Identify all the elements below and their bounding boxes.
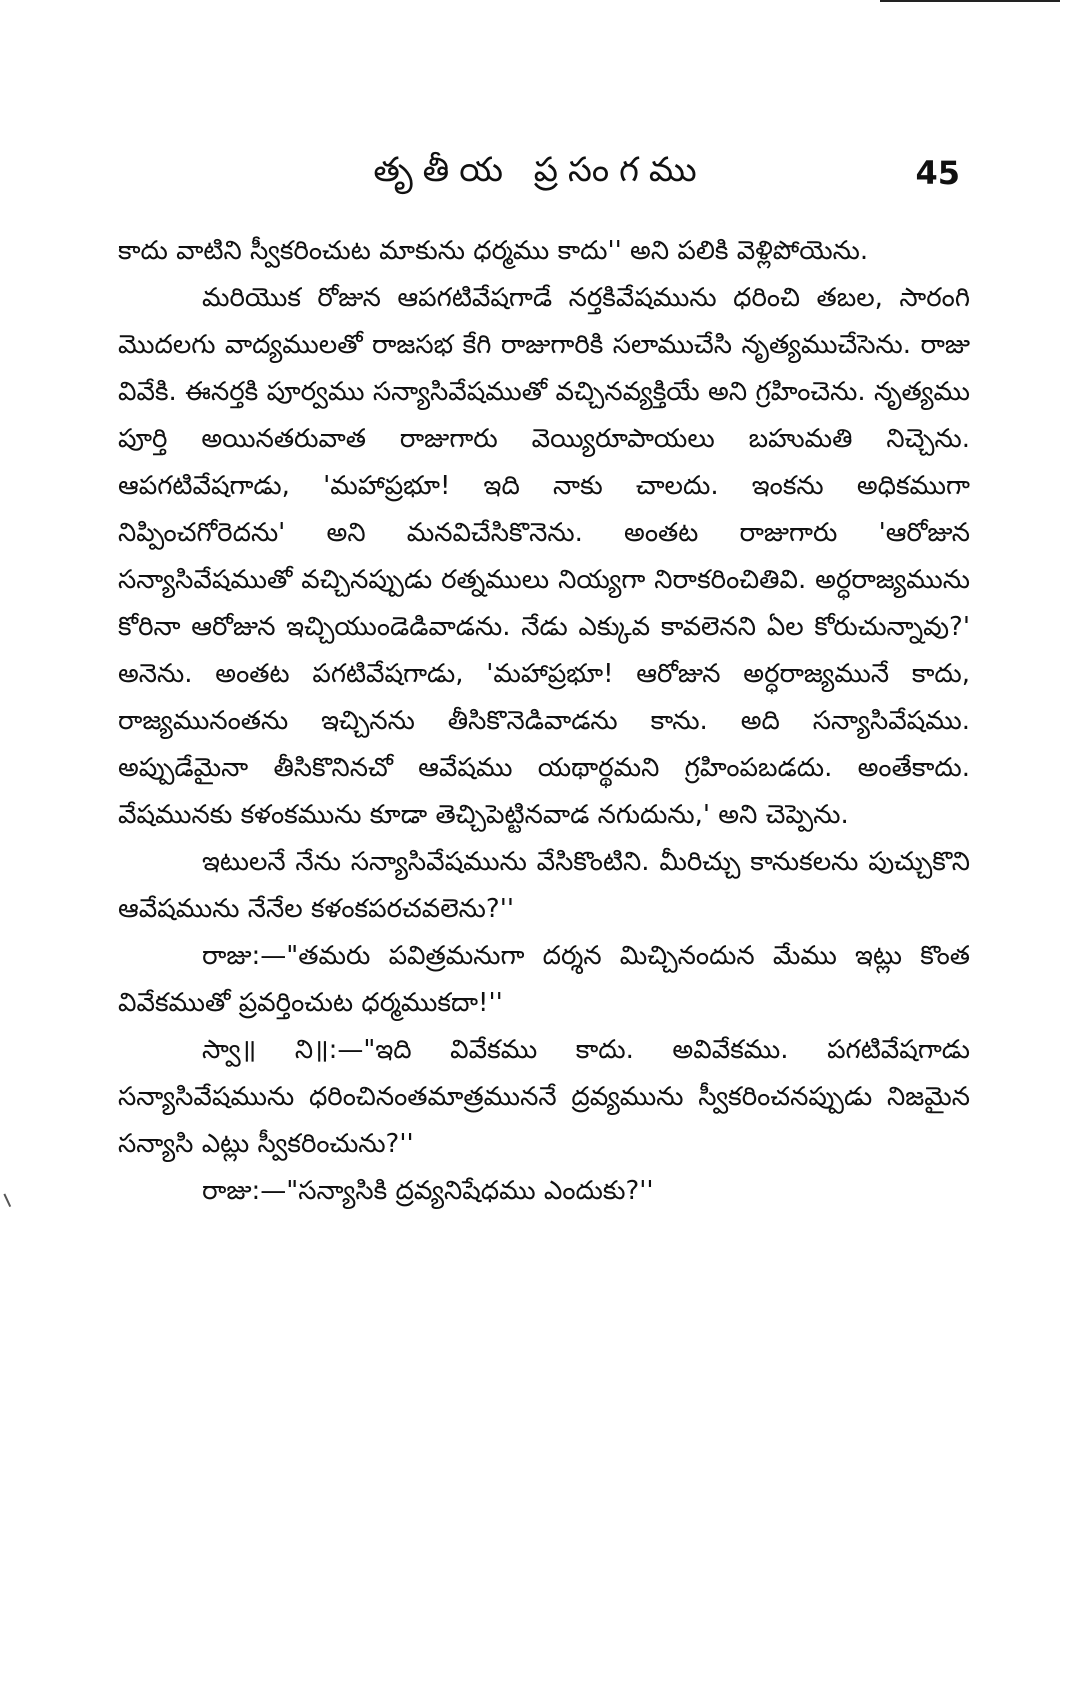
paragraph: రాజు:—"సన్యాసికి ద్రవ్యనిషేధము ఎందుకు?'' xyxy=(202,1176,654,1206)
paragraph: కాదు వాటిని స్వీకరించుట మాకును ధర్మము కాదు'' అని పలికి వెళ్లిపోయెను. xyxy=(118,236,869,266)
running-title: తృతీయ ప్రసంగము xyxy=(373,150,707,190)
paragraph: మరియొక రోజున ఆపగటివేషగాడే నర్తకివేషమును ధరించి తబల, సారంగి మొదలగు వాద్యములతో రాజసభ కేగి రాజుగారికి సలాముచేసి నృత్యముచేసెను. రాజు వివేకి. ఈనర్తకి పూర్వము సన్యాసివేషముతో వచ్చినవ్యక్తియే అని గ్రహించెను. నృత్యము పూర్తి అయినతరువాత రాజుగారు వెయ్యిరూపాయలు బహుమతి నిచ్చెను. ఆపగటివేషగాడు, 'మహాప్రభూ! ఇది నాకు చాలదు. ఇంకను అధికముగా నిప్పించగోరెదను' అని మనవిచేసికొనెను. అంతట రాజుగారు 'ఆరోజున సన్యాసివేషముతో వచ్చినప్పుడు రత్నములు నియ్యగా నిరాకరించితివి. అర్ధరాజ్యమును కోరినా ఆరోజున ఇచ్చియుండెడివాడను. నేడు ఎక్కువ కావలెనని ఏల కోరుచున్నావు?' అనెను. అంతట పగటివేషగాడు, 'మహాప్రభూ! ఆరోజున అర్ధరాజ్యమునే కాదు, రాజ్యమునంతను ఇచ్చినను తీసికొనెడివాడను కాను. అది సన్యాసివేషము. అప్పుడేమైనా తీసికొనినచో ఆవేషము యథార్థమని గ్రహింపబడదు. అంతేకాదు. వేషమునకు కళంకమును కూడా తెచ్చిపెట్టినవాడ నగుదును,' అని చెప్పెను. xyxy=(118,283,970,830)
paragraph: రాజు:—"తమరు పవిత్రమనుగా దర్శన మిచ్చినందున మేము ఇట్లు కొంత వివేకముతో ప్రవర్తించుట ధర్మముకదా!'' xyxy=(118,941,970,1018)
paragraph: స్వా॥ ని॥:—"ఇది వివేకము కాదు. అవివేకము. పగటివేషగాడు సన్యాసివేషమును ధరించినంతమాత్రముననే ద్రవ్యమును స్వీకరించనప్పుడు నిజమైన సన్యాసి ఎట్లు స్వీకరించును?'' xyxy=(118,1035,970,1159)
running-head xyxy=(120,150,960,210)
corner-rule xyxy=(880,0,1060,6)
page-number: 45 xyxy=(915,154,960,192)
scan-mark xyxy=(3,1191,16,1207)
paragraph: ఇటులనే నేను సన్యాసివేషమును వేసికొంటిని. మీరిచ్చు కానుకలను పుచ్చుకొని ఆవేషమును నేనేల కళంకపరచవలెను?'' xyxy=(118,847,970,924)
body-text xyxy=(118,228,970,1215)
